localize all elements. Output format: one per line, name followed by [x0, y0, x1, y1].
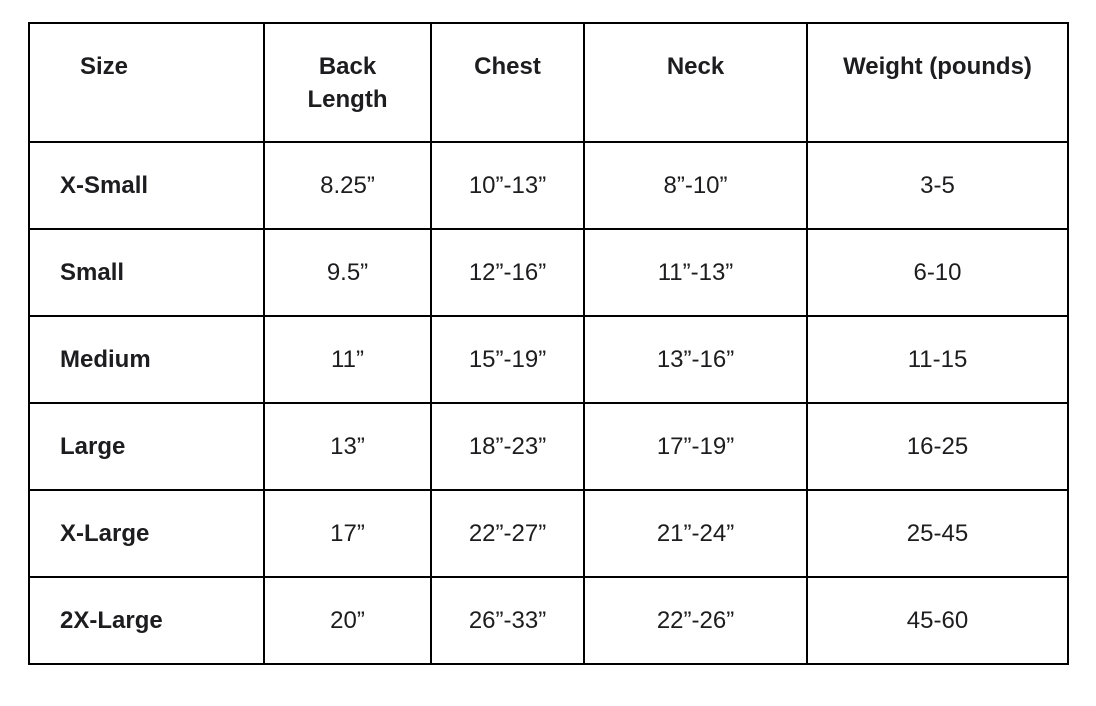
cell-weight: 45-60 [807, 577, 1068, 664]
cell-chest: 18”-23” [431, 403, 584, 490]
cell-size: Large [29, 403, 264, 490]
cell-back-length: 13” [264, 403, 431, 490]
table-row-2x-large [29, 577, 1068, 664]
cell-size: 2X-Large [29, 577, 264, 664]
cell-size: X-Small [29, 142, 264, 229]
column-header-back-length-label: Back Length [307, 53, 388, 113]
table-row-x-large [29, 490, 1068, 577]
cell-chest: 12”-16” [431, 229, 584, 316]
cell-back-length: 9.5” [264, 229, 431, 316]
cell-back-length: 20” [264, 577, 431, 664]
cell-weight: 16-25 [807, 403, 1068, 490]
column-header-back-length [264, 23, 431, 142]
table-row-large [29, 403, 1068, 490]
cell-neck: 11”-13” [584, 229, 807, 316]
cell-chest: 15”-19” [431, 316, 584, 403]
cell-weight: 11-15 [807, 316, 1068, 403]
cell-chest: 10”-13” [431, 142, 584, 229]
cell-chest: 22”-27” [431, 490, 584, 577]
table-row-small [29, 229, 1068, 316]
column-header-size: Size [29, 23, 264, 142]
cell-back-length: 17” [264, 490, 431, 577]
column-header-neck: Neck [584, 23, 807, 142]
table-row-x-small [29, 142, 1068, 229]
cell-back-length: 8.25” [264, 142, 431, 229]
cell-neck: 8”-10” [584, 142, 807, 229]
column-header-chest: Chest [431, 23, 584, 142]
cell-neck: 22”-26” [584, 577, 807, 664]
cell-chest: 26”-33” [431, 577, 584, 664]
cell-neck: 13”-16” [584, 316, 807, 403]
table-row-medium [29, 316, 1068, 403]
cell-neck: 21”-24” [584, 490, 807, 577]
cell-size: Small [29, 229, 264, 316]
cell-size: Medium [29, 316, 264, 403]
column-header-weight: Weight (pounds) [807, 23, 1068, 142]
header-row [29, 23, 1068, 142]
cell-neck: 17”-19” [584, 403, 807, 490]
cell-back-length: 11” [264, 316, 431, 403]
cell-weight: 3-5 [807, 142, 1068, 229]
cell-weight: 6-10 [807, 229, 1068, 316]
cell-weight: 25-45 [807, 490, 1068, 577]
cell-size: X-Large [29, 490, 264, 577]
size-chart-table [28, 22, 1069, 665]
